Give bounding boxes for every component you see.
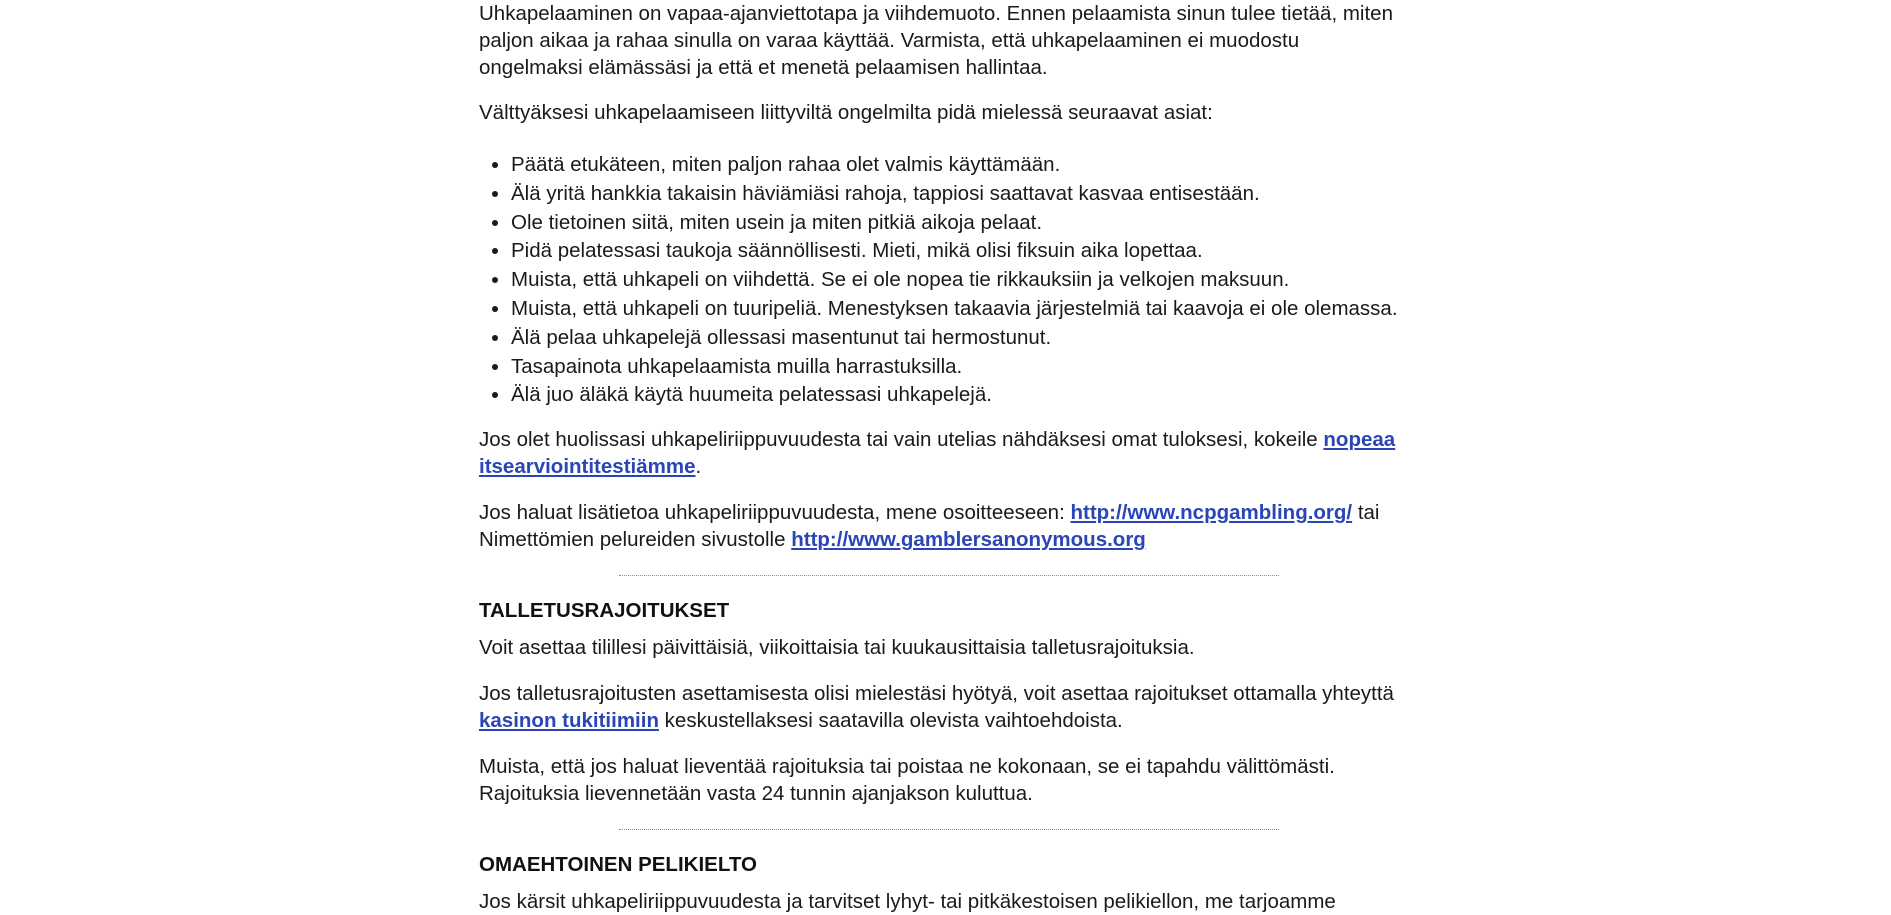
more-info-middle: tai Nimettömien pelureiden sivustolle xyxy=(479,501,1380,552)
responsible-gambling-content xyxy=(479,0,1399,915)
tip-item: • Päätä etukäteen, miten paljon rahaa olet valmis käyttämään. xyxy=(511,151,1399,180)
gamblers-anonymous-link[interactable]: http://www.gamblersanonymous.org xyxy=(791,528,1146,552)
self-test-paragraph xyxy=(479,426,1399,480)
self-exclusion-heading: OMAEHTOINEN PELIKIELTO xyxy=(479,853,757,877)
deposit-support-text: Jos talletusrajoitusten asettamisesta olisi mielestäsi hyötyä, voit asettaa rajoitukset ottamalla yhteyttä xyxy=(479,682,1394,706)
support-team-link[interactable]: kasinon tukitiimiin xyxy=(479,709,659,733)
tips-intro-paragraph: Välttyäksesi uhkapelaamiseen liittyviltä ongelmilta pidä mielessä seuraavat asiat: xyxy=(479,101,1213,124)
deposit-support-end: keskustellaksesi saatavilla olevista vaihtoehdoista. xyxy=(658,709,1123,733)
section-divider xyxy=(619,575,1279,576)
self-test-link[interactable]: nopeaa itsearviointitestiämme xyxy=(479,428,1396,479)
self-test-text: Jos olet huolissasi uhkapeliriippuvuudesta tai vain utelias nähdäksesi omat tuloksesi, kokeile xyxy=(479,428,1324,452)
tip-item: • Pidä pelatessasi taukoja säännöllisesti. Mieti, mikä olisi fiksuin aika lopettaa. xyxy=(511,237,1399,266)
tip-item: • Tasapainota uhkapelaamista muilla harrastuksilla. xyxy=(511,353,1399,382)
ncpgambling-link[interactable]: http://www.ncpgambling.org/ xyxy=(1070,501,1353,525)
tip-item: • Muista, että uhkapeli on tuuripeliä. Menestyksen takaavia järjestelmiä tai kaavoja ei ole olemassa. xyxy=(511,295,1399,324)
intro-paragraph: Uhkapelaaminen on vapaa-ajanviettotapa ja viihdemuoto. Ennen pelaamista sinun tulee tietää, miten paljon aikaa ja rahaa sinulla on varaa käyttää. Varmista, että uhkapelaaminen ei muodostu ongelmaksi elämässäsi ja että et menetä pelaamisen hallintaa. xyxy=(479,2,1393,79)
self-exclusion-paragraph: Jos kärsit uhkapeliriippuvuudesta ja tarvitset lyhyt- tai pitkäkestoisen pelikiellon, me tarjoamme xyxy=(479,890,1336,914)
tip-item: • Muista, että uhkapeli on viihdettä. Se ei ole nopea tie rikkauksiin ja velkojen maksuun. xyxy=(511,266,1399,295)
tip-item: • Älä pelaa uhkapelejä ollessasi masentunut tai hermostunut. xyxy=(511,324,1399,353)
deposit-support-paragraph xyxy=(479,680,1399,734)
deposit-limits-paragraph: Voit asettaa tilillesi päivittäisiä, viikoittaisia tai kuukausittaisia talletusrajoituksia. xyxy=(479,636,1195,660)
tip-item: • Älä yritä hankkia takaisin häviämiäsi rahoja, tappiosi saattavat kasvaa entisestään. xyxy=(511,180,1399,209)
tips-list xyxy=(479,151,1399,410)
section-divider xyxy=(619,829,1279,830)
deposit-note-paragraph: Muista, että jos haluat lieventää rajoituksia tai poistaa ne kokonaan, se ei tapahdu välittömästi. Rajoituksia lievennetään vasta 24 tunnin ajanjakson kuluttua. xyxy=(479,755,1335,806)
tip-item: • Älä juo äläkä käytä huumeita pelatessasi uhkapelejä. xyxy=(511,381,1399,410)
tip-item: • Ole tietoinen siitä, miten usein ja miten pitkiä aikoja pelaat. xyxy=(511,209,1399,238)
more-info-paragraph xyxy=(479,499,1399,553)
more-info-text: Jos haluat lisätietoa uhkapeliriippuvuudesta, mene osoitteeseen: xyxy=(479,501,1071,525)
deposit-limits-heading: TALLETUSRAJOITUKSET xyxy=(479,599,730,623)
self-test-end: . xyxy=(695,455,702,479)
